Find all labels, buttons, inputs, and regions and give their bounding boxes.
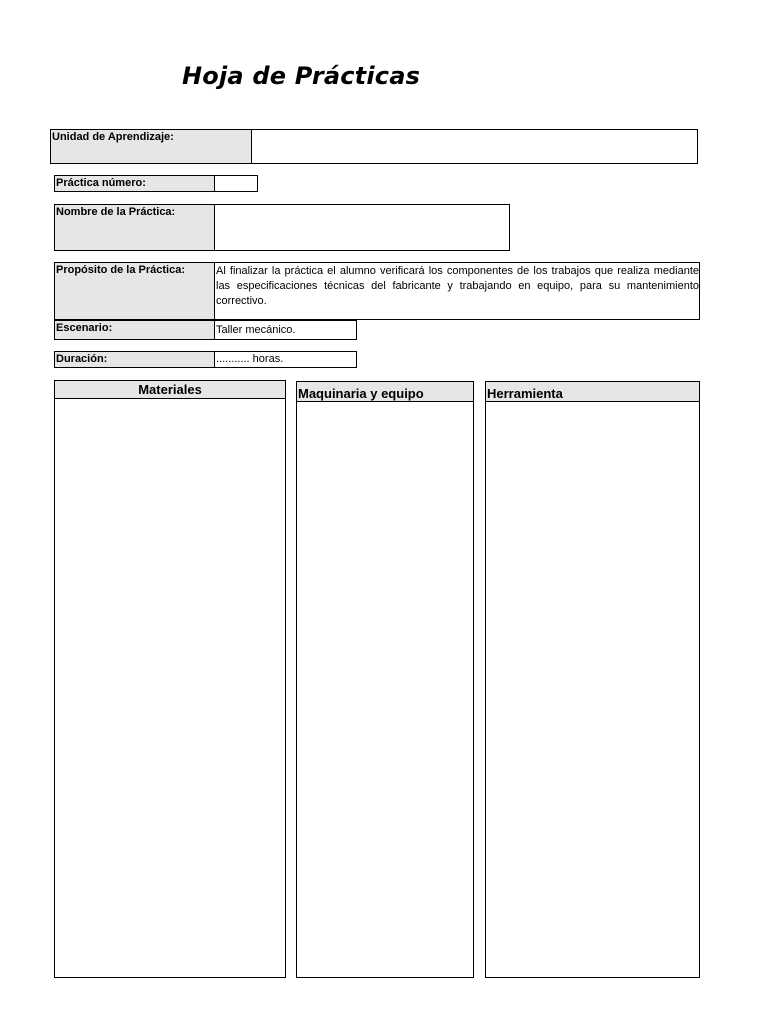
nombre-label: Nombre de la Práctica: — [54, 204, 215, 251]
escenario-field[interactable]: Taller mecánico. — [214, 320, 357, 340]
practica-numero-field[interactable] — [214, 175, 258, 192]
nombre-field[interactable] — [214, 204, 510, 251]
herramienta-header: Herramienta — [485, 381, 700, 402]
duracion-field[interactable]: ........... horas. — [214, 351, 357, 368]
duracion-label: Duración: — [54, 351, 215, 368]
materiales-header: Materiales — [54, 380, 286, 399]
unidad-label: Unidad de Aprendizaje: — [50, 129, 252, 164]
practica-numero-label: Práctica número: — [54, 175, 215, 192]
herramienta-area[interactable] — [485, 401, 700, 978]
page-title: Hoja de Prácticas — [182, 62, 421, 90]
proposito-field[interactable]: Al finalizar la práctica el alumno verificará los componentes de los trabajos que realiza mediante las especificaciones técnicas del fabricante y trabajando en equipo, para su mantenimiento correctivo. — [214, 262, 700, 320]
proposito-label: Propósito de la Práctica: — [54, 262, 215, 320]
maquinaria-area[interactable] — [296, 401, 474, 978]
materiales-area[interactable] — [54, 398, 286, 978]
unidad-field[interactable] — [251, 129, 698, 164]
escenario-label: Escenario: — [54, 320, 215, 340]
maquinaria-header: Maquinaria y equipo — [296, 381, 474, 402]
